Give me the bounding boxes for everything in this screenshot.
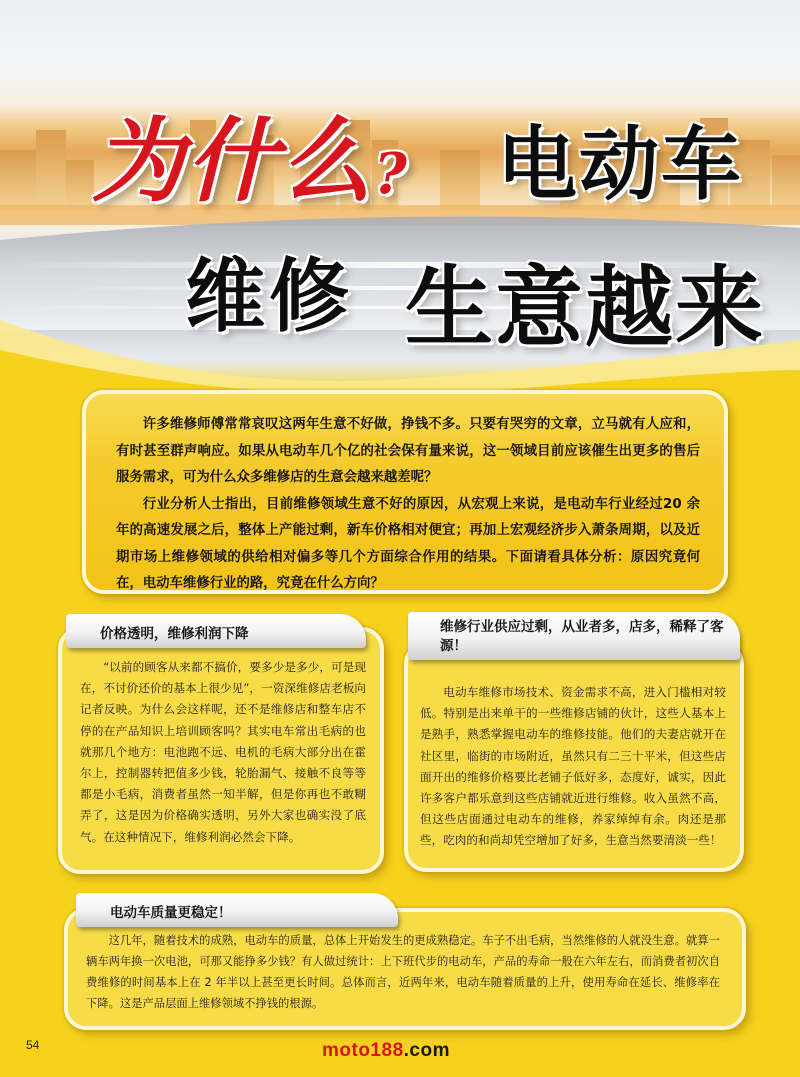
intro-box <box>82 390 728 594</box>
intro-paragraph-2: 行业分析人士指出，目前维修领域生意不好的原因，从宏观上来说，是电动车行业经过20 余年的高速发展之后，整体上产能过剩，新车价格相对便宜；再加上宏观经济步入萧条周期，以及近期市场上维修领域的供给相对偏多等几个方面综合作用的结果。下面请看具体分析：原因究竟何在，电动车维修行业的路，究竟在什么方向？ <box>116 496 700 591</box>
section-price-text: “以前的顾客从来都不搞价，要多少是多少，可是现在，不讨价还价的基本上很少见”，一资深维修店老板向记者反映。为什么会这样呢，还不是维修店和整车店不停的在产品知识上培训顾客吗？其实电车常出毛病的也就那几个地方：电池跑不远、电机的毛病大部分出在霍尔上，控制器转把值多少钱，轮胎漏气、接触不良等等都是小毛病，消费者虽然一知半解，但是你再也不敢糊弄了，这是因为价格确实透明，另外大家也确实没了底气。在这种情况下，维修利润必然会下降。 <box>80 660 366 844</box>
watermark-black: .com <box>403 1040 450 1061</box>
page-number: 54 <box>26 1038 40 1052</box>
section-quality-text: 这几年，随着技术的成熟，电动车的质量，总体上开始发生的更成熟稳定。车子不出毛病，当然维修的人就没生意。就算一辆车两年换一次电池，可那又能挣多少钱？有人做过统计：上下班代步的电动车，产品的寿命一般在六年左右，而消费者初次自费维修的时间基本上在 2 年半以上甚至更长时间。总体而言，近两年来，电动车随着质量的上升，使用寿命在延长、维修率在下降。这是产品层面上维修领域不挣钱的根源。 <box>86 934 720 1010</box>
section-supply-heading: 维修行业供应过剩，从业者多，店多，稀释了客源！ <box>408 612 740 660</box>
title-red-text <box>92 88 409 220</box>
title-question-mark: ? <box>374 141 409 207</box>
section-supply-text: 电动车维修市场技术、资金需求不高，进入门槛相对较低。特别是出来单干的一些维修店铺的伙计，这些人基本上是熟手，熟悉掌握电动车的维修技能。他们的夫妻店就开在社区里，临街的市场附近，虽然只有二三十平米，但这些店面开出的维修价格要比老铺子低好多，态度好，诚实，因此许多客户都乐意到这些店铺就近进行维修。收入虽然不高，但这些店面通过电动车的维修，养家绰绰有余。肉还是那些，吃肉的和尚却凭空增加了好多，生意当然要清淡一些！ <box>420 685 726 848</box>
section-supply-box <box>404 642 744 872</box>
site-watermark <box>322 1040 450 1062</box>
watermark-red: moto188 <box>322 1040 404 1061</box>
title-red-word: 为什么 <box>92 107 375 215</box>
section-price-box <box>58 627 384 874</box>
title-line1-black: 电动车 <box>497 118 743 211</box>
section-quality-heading: 电动车质量更稳定！ <box>76 893 398 927</box>
title-line2-black: 维修 <box>185 250 353 343</box>
intro-paragraph-1: 许多维修师傅常常哀叹这两年生意不好做，挣钱不多。只要有哭穷的文章，立马就有人应和，有时甚至群声响应。如果从电动车几个亿的社会保有量来说，这一领域目前应该催生出更多的售后服务需求，可为什么众多维修店的生意会越来越差呢？ <box>116 417 700 485</box>
section-price-heading: 价格透明，维修利润下降 <box>66 614 366 648</box>
title-line2-calligraphy: 生意越来 <box>405 255 766 359</box>
